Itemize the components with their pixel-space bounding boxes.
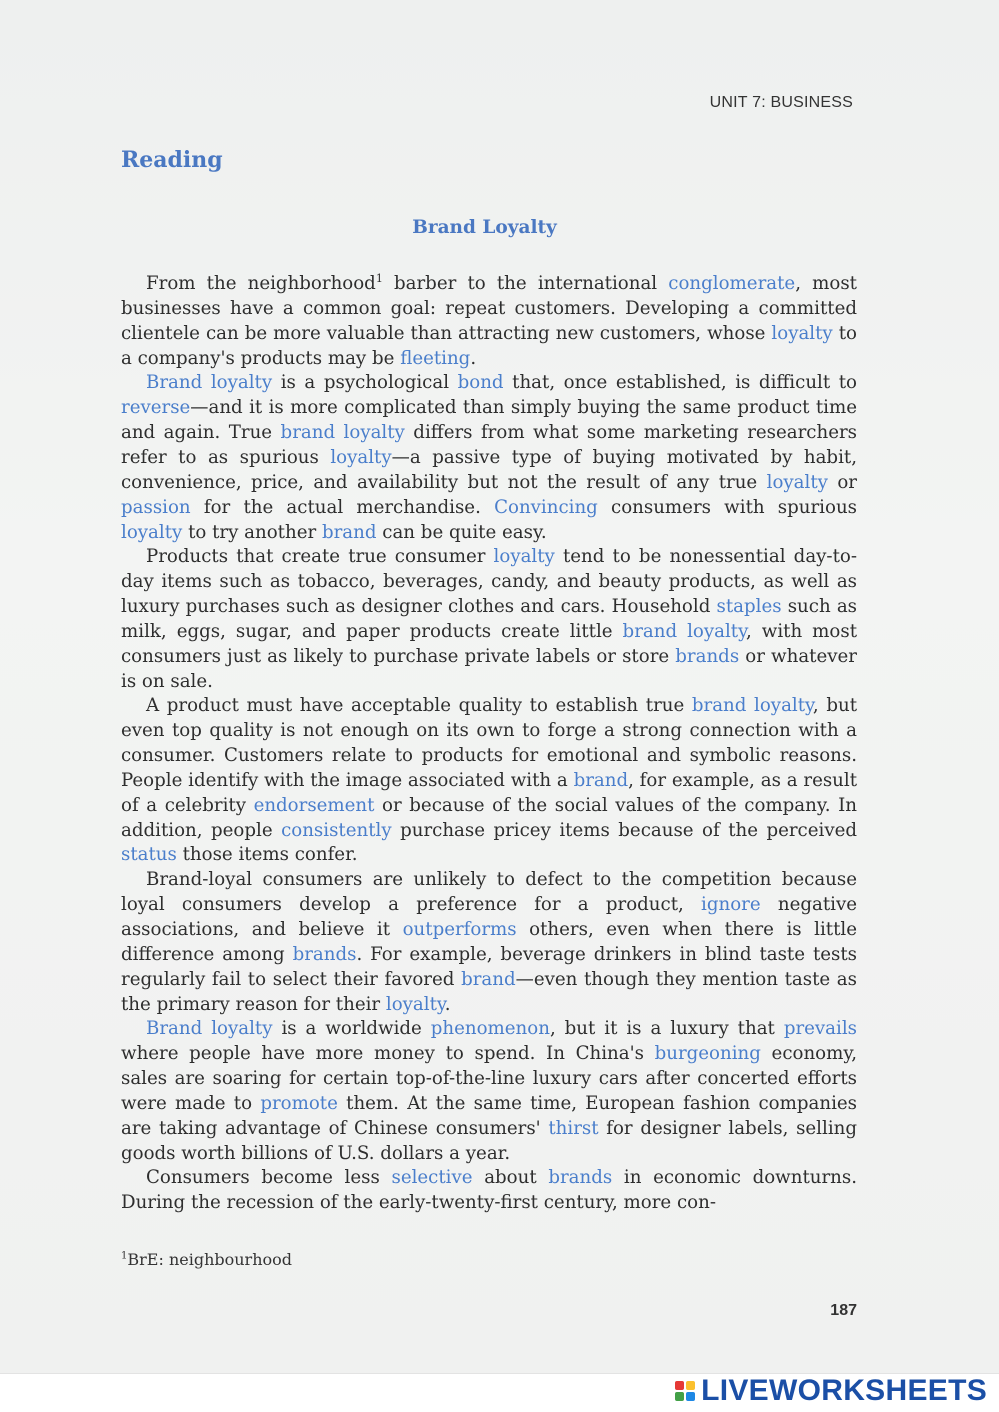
- vocabulary-word: thirst: [548, 1117, 599, 1139]
- vocabulary-word: loyalty: [330, 446, 392, 468]
- article-body: [121, 267, 857, 1216]
- section-title: Reading: [121, 147, 223, 173]
- text-run: —even though they mention taste as the primary reason for their: [121, 968, 857, 1015]
- vocabulary-word: brand: [321, 521, 377, 543]
- vocabulary-word: fleeting: [400, 347, 471, 369]
- text-run: Products that create true consumer: [146, 546, 494, 568]
- paragraph: [121, 868, 857, 1017]
- vocabulary-word: brand: [461, 968, 516, 990]
- text-run: where people have more money to spend. In China's: [121, 1043, 655, 1065]
- text-run: those items confer.: [176, 844, 358, 866]
- text-run: A product must have acceptable quality to establish true: [146, 695, 692, 717]
- text-run: or: [827, 471, 857, 493]
- vocabulary-word: bond: [457, 372, 504, 394]
- article-title: Brand Loyalty: [412, 217, 557, 238]
- paragraph: [121, 694, 857, 868]
- vocabulary-word: Convincing: [494, 496, 598, 518]
- footnote: [121, 1250, 292, 1269]
- text-run: can be quite easy.: [376, 521, 547, 543]
- brand-name: LIVEWORKSHEETS: [701, 1374, 987, 1407]
- text-run: , but it is a luxury that: [549, 1018, 784, 1040]
- vocabulary-word: loyalty: [766, 471, 828, 493]
- vocabulary-word: loyalty: [121, 521, 183, 543]
- vocabulary-word: Brand loyalty: [146, 372, 273, 394]
- text-run: to a company's products may be: [121, 322, 857, 369]
- paragraph: [121, 371, 857, 545]
- vocabulary-word: brands: [548, 1167, 613, 1189]
- text-run: to try another: [182, 521, 322, 543]
- text-run: or whatever is on sale.: [121, 645, 857, 692]
- text-run: . For example, beverage drinkers in blind taste tests regularly fail to select their favored: [121, 943, 857, 990]
- vocabulary-word: loyalty: [493, 546, 555, 568]
- text-run: , but even top quality is not enough on its own to forge a strong connection with a consumer. Customers relate to products for emotional and symbolic reasons. People identify with the image associated with a: [121, 695, 857, 791]
- vocabulary-word: reverse: [121, 397, 191, 419]
- page-number: 187: [830, 1302, 857, 1319]
- text-run: differs from what some marketing researchers refer to as spurious: [121, 422, 857, 468]
- vocabulary-word: passion: [121, 496, 191, 518]
- vocabulary-word: selective: [391, 1167, 473, 1189]
- vocabulary-word: conglomerate: [668, 273, 796, 295]
- vocabulary-word: brands: [675, 645, 740, 667]
- text-run: such as milk, eggs, sugar, and paper products create little: [121, 596, 857, 642]
- vocabulary-word: promote: [260, 1092, 338, 1114]
- text-run: others, even when there is little difference among: [121, 919, 857, 965]
- text-run: .: [470, 347, 477, 369]
- text-run: —and it is more complicated than simply buying the same product time and again. True: [121, 397, 857, 444]
- vocabulary-word: Brand loyalty: [146, 1018, 273, 1040]
- logo-square: [686, 1381, 695, 1390]
- text-run: From the neighborhood: [146, 273, 376, 295]
- footnote-marker: 1: [121, 1250, 128, 1262]
- vocabulary-word: phenomenon: [430, 1018, 550, 1040]
- text-run: is a psychological: [272, 372, 458, 394]
- vocabulary-word: brand: [573, 769, 629, 791]
- text-run: Consumers become less: [146, 1167, 392, 1189]
- paragraph: [121, 1017, 857, 1166]
- vocabulary-word: loyalty: [771, 322, 833, 344]
- vocabulary-word: consistently: [281, 819, 392, 841]
- text-run: in economic downturns. During the recession of the early-twenty-first century, more con-: [121, 1167, 857, 1214]
- text-run: consumers with spurious: [597, 496, 857, 518]
- text-run: purchase pricey items because of the perceived: [391, 819, 858, 841]
- vocabulary-word: burgeoning: [654, 1043, 761, 1065]
- vocabulary-word: outperforms: [402, 919, 517, 940]
- text-run: for designer labels, selling goods worth billions of U.S. dollars a year.: [121, 1117, 857, 1164]
- footnote-ref: 1: [375, 272, 383, 285]
- text-run: or because of the social values of the company. In addition, people: [121, 794, 857, 841]
- text-run: barber to the international: [382, 273, 669, 295]
- logo-square: [686, 1392, 695, 1401]
- vocabulary-word: brand loyalty: [622, 620, 746, 642]
- paragraph: [121, 267, 857, 371]
- text-run: , with most consumers just as likely to purchase private labels or store: [121, 620, 858, 667]
- vocabulary-word: staples: [716, 596, 782, 618]
- vocabulary-word: brands: [292, 943, 357, 965]
- text-run: is a worldwide: [272, 1018, 431, 1040]
- article-title-wrap: [0, 217, 999, 238]
- text-run: —a passive type of buying motivated by habit, convenience, price, and availability but not the result of any true: [121, 446, 857, 493]
- text-run: negative associations, and believe it: [121, 894, 857, 940]
- text-run: tend to be nonessential day-to-day items such as tobacco, beverages, candy, and beauty products, as well as luxury purchases such as designer clothes and cars. Household: [121, 546, 857, 618]
- vocabulary-word: loyalty: [385, 993, 445, 1015]
- vocabulary-word: ignore: [701, 894, 761, 916]
- liveworksheets-icon: [675, 1381, 695, 1401]
- paragraph: [121, 545, 857, 694]
- text-run: .: [444, 993, 451, 1015]
- text-run: Brand-loyal consumers are unlikely to defect to the competition because loyal consumers develop a preference for a product,: [121, 869, 857, 916]
- text-run: economy, sales are soaring for certain top-of-the-line luxury cars after concerted efforts were made to: [121, 1043, 857, 1114]
- vocabulary-word: brand loyalty: [280, 422, 405, 444]
- logo-square: [675, 1381, 684, 1390]
- vocabulary-word: brand loyalty: [691, 695, 813, 717]
- text-run: , for example, as a result of a celebrity: [121, 769, 858, 816]
- unit-header: UNIT 7: BUSINESS: [709, 94, 853, 111]
- vocabulary-word: endorsement: [253, 794, 375, 816]
- text-run: them. At the same time, European fashion companies are taking advantage of Chinese consumers': [121, 1092, 857, 1139]
- vocabulary-word: status: [121, 844, 177, 866]
- text-run: , most businesses have a common goal: repeat customers. Developing a committed clientele can be more valuable than attracting new customers, whose: [121, 273, 857, 344]
- text-run: about: [472, 1167, 549, 1189]
- text-run: for the actual merchandise.: [190, 496, 495, 518]
- liveworksheets-logo[interactable]: [675, 1374, 987, 1408]
- logo-square: [675, 1392, 684, 1401]
- vocabulary-word: prevails: [783, 1018, 857, 1040]
- footnote-text: BrE: neighbourhood: [127, 1250, 293, 1269]
- text-run: that, once established, is difficult to: [503, 372, 857, 394]
- paragraph: [121, 1166, 857, 1216]
